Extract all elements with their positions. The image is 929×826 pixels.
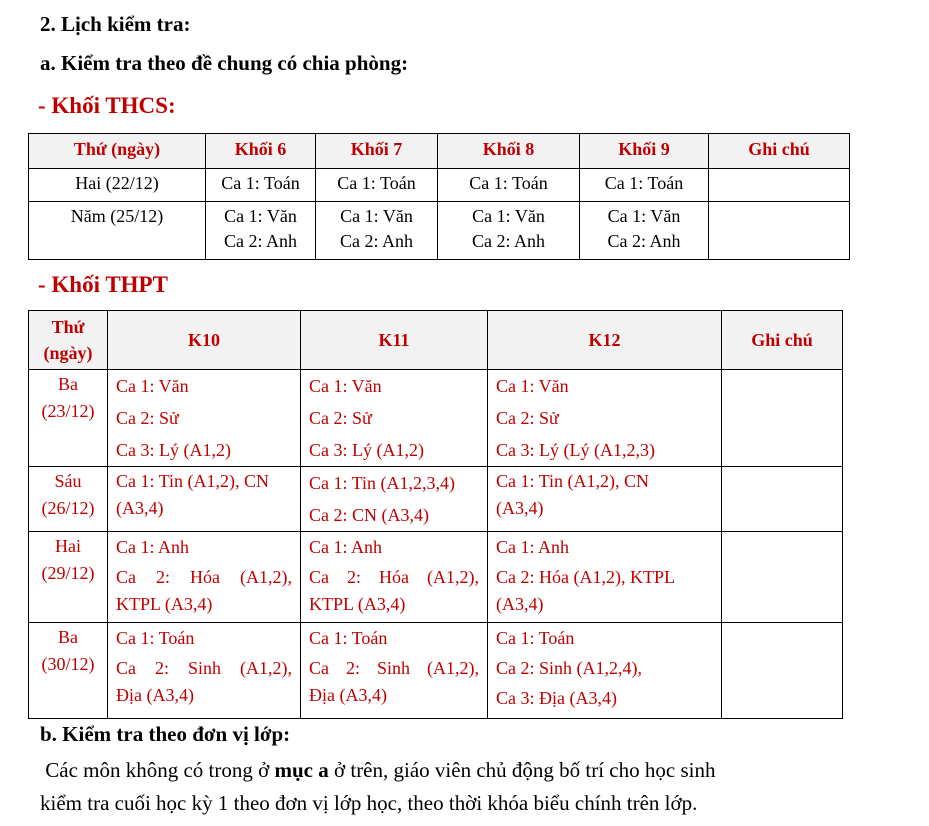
day-cell: [29, 532, 108, 623]
note-cell: [722, 370, 843, 467]
cell: Ca 1: Toán: [206, 169, 316, 202]
header-cell: Ghi chú: [722, 311, 843, 370]
cell-line: (A3,4): [496, 498, 544, 518]
header-line: Thứ: [51, 317, 85, 337]
note-cell: [722, 532, 843, 623]
header-cell: Thứ (ngày): [29, 134, 206, 169]
cell: Ca 1: Toán: [316, 169, 438, 202]
table-row: [29, 532, 843, 623]
note-cell: [722, 623, 843, 719]
cell-line: Ca 1: Anh: [496, 537, 570, 557]
cell-line: Ca 2: Sinh (A1,2),: [309, 658, 479, 678]
header-cell: K10: [108, 311, 301, 370]
paragraph-line-1: [40, 758, 715, 783]
cell: [108, 467, 301, 532]
paragraph-text: Các môn không có trong ở: [45, 758, 275, 782]
thcs-schedule-table: [28, 133, 850, 260]
paragraph-text: ở trên, giáo viên chủ động bố trí cho học sinh: [328, 758, 716, 782]
cell-line: Ca 3: Lý (A1,2): [309, 440, 424, 460]
cell: [301, 370, 488, 467]
header-cell: Khối 7: [316, 134, 438, 169]
cell: [206, 202, 316, 260]
cell: [438, 202, 580, 260]
cell-line: Ca 3: Lý (Lý (A1,2,3): [496, 440, 655, 460]
cell: Ca 1: Toán: [438, 169, 580, 202]
cell-line: Ca 1: Văn: [496, 376, 569, 396]
cell-line: Ca 2: Sử: [496, 408, 559, 428]
heading-section-a: a. Kiểm tra theo đề chung có chia phòng:: [40, 51, 409, 75]
heading-lich-kiem-tra: 2. Lịch kiểm tra:: [40, 12, 191, 36]
table-header-row: [29, 311, 843, 370]
cell-line: Ca 1: Toán: [116, 628, 195, 648]
heading-khoi-thpt: - Khối THPT: [38, 272, 168, 297]
cell-line: (A3,4): [496, 594, 544, 614]
header-cell: Khối 9: [580, 134, 709, 169]
heading-section-b: b. Kiểm tra theo đơn vị lớp:: [40, 722, 291, 746]
thpt-schedule-table: [28, 310, 843, 719]
header-cell: Ghi chú: [709, 134, 850, 169]
day-cell: [29, 623, 108, 719]
day-line: Hai: [55, 536, 81, 556]
cell: [488, 623, 722, 719]
table-row: [29, 467, 843, 532]
day-line: Sáu: [54, 471, 82, 491]
cell-line: Ca 2: CN (A3,4): [309, 505, 429, 525]
cell-line: Ca 2: Hóa (A1,2),: [116, 567, 292, 587]
table-header-row: [29, 134, 850, 169]
header-cell: K11: [301, 311, 488, 370]
paragraph-line-2: kiểm tra cuối học kỳ 1 theo đơn vị lớp học, theo thời khóa biểu chính trên lớp.: [40, 791, 698, 815]
day-cell: Năm (25/12): [29, 202, 206, 260]
cell: [301, 623, 488, 719]
cell-line: Ca 1: Văn: [116, 376, 189, 396]
cell-line: (A3,4): [116, 498, 164, 518]
heading-khoi-thcs: - Khối THCS:: [38, 93, 176, 118]
table-row: [29, 370, 843, 467]
header-cell: [29, 311, 108, 370]
cell: [301, 532, 488, 623]
day-line: Ba: [58, 374, 78, 394]
day-line: Ba: [58, 627, 78, 647]
cell-line: Ca 2: Anh: [339, 231, 413, 251]
cell-line: Ca 1: Anh: [116, 537, 190, 557]
cell-line: Ca 2: Anh: [607, 231, 681, 251]
table-row: [29, 202, 850, 260]
cell: [488, 532, 722, 623]
cell-line: Ca 2: Anh: [471, 231, 545, 251]
cell-line: Ca 1: Anh: [309, 537, 383, 557]
cell: [108, 532, 301, 623]
day-line: (26/12): [41, 498, 95, 518]
cell-line: Ca 2: Sử: [116, 408, 179, 428]
cell-line: KTPL (A3,4): [309, 594, 406, 614]
header-cell: Khối 8: [438, 134, 580, 169]
cell-line: Ca 2: Anh: [223, 231, 297, 251]
cell-line: Ca 2: Sinh (A1,2),: [116, 658, 292, 678]
cell-line: Ca 1: Tin (A1,2), CN: [496, 471, 650, 491]
cell-line: Ca 1: Văn: [607, 206, 681, 226]
cell-line: Ca 2: Sinh (A1,2,4),: [496, 658, 642, 678]
cell-line: Ca 1: Tin (A1,2), CN: [116, 471, 270, 491]
day-cell: Hai (22/12): [29, 169, 206, 202]
note-cell: [722, 467, 843, 532]
cell-line: Địa (A3,4): [116, 685, 194, 705]
cell: [488, 467, 722, 532]
day-line: (30/12): [41, 654, 95, 674]
cell-line: Ca 1: Văn: [309, 376, 382, 396]
table-row: [29, 623, 843, 719]
day-line: (23/12): [41, 401, 95, 421]
day-cell: [29, 370, 108, 467]
cell: Ca 1: Toán: [580, 169, 709, 202]
cell-line: Ca 1: Toán: [496, 628, 575, 648]
cell-line: Ca 1: Toán: [309, 628, 388, 648]
cell-line: KTPL (A3,4): [116, 594, 213, 614]
cell: [488, 370, 722, 467]
cell: [580, 202, 709, 260]
header-cell: K12: [488, 311, 722, 370]
cell-line: Ca 1: Văn: [472, 206, 545, 226]
day-cell: [29, 467, 108, 532]
day-line: (29/12): [41, 563, 95, 583]
cell-line: Địa (A3,4): [309, 685, 387, 705]
cell-line: Ca 1: Văn: [340, 206, 413, 226]
cell-line: Ca 3: Địa (A3,4): [496, 688, 617, 708]
cell-line: Ca 3: Lý (A1,2): [116, 440, 231, 460]
cell-line: Ca 2: Hóa (A1,2),: [309, 567, 479, 587]
note-cell: [709, 202, 850, 260]
cell-line: Ca 1: Văn: [224, 206, 297, 226]
note-cell: [709, 169, 850, 202]
cell-line: Ca 2: Sử: [309, 408, 372, 428]
cell: [108, 623, 301, 719]
cell: [108, 370, 301, 467]
paragraph-bold: mục a: [274, 758, 329, 782]
cell-line: Ca 1: Tin (A1,2,3,4): [309, 473, 456, 493]
cell-line: Ca 2: Hóa (A1,2), KTPL: [496, 567, 675, 587]
cell: [316, 202, 438, 260]
header-line: (ngày): [43, 343, 93, 363]
header-cell: Khối 6: [206, 134, 316, 169]
cell: [301, 467, 488, 532]
table-row: [29, 169, 850, 202]
